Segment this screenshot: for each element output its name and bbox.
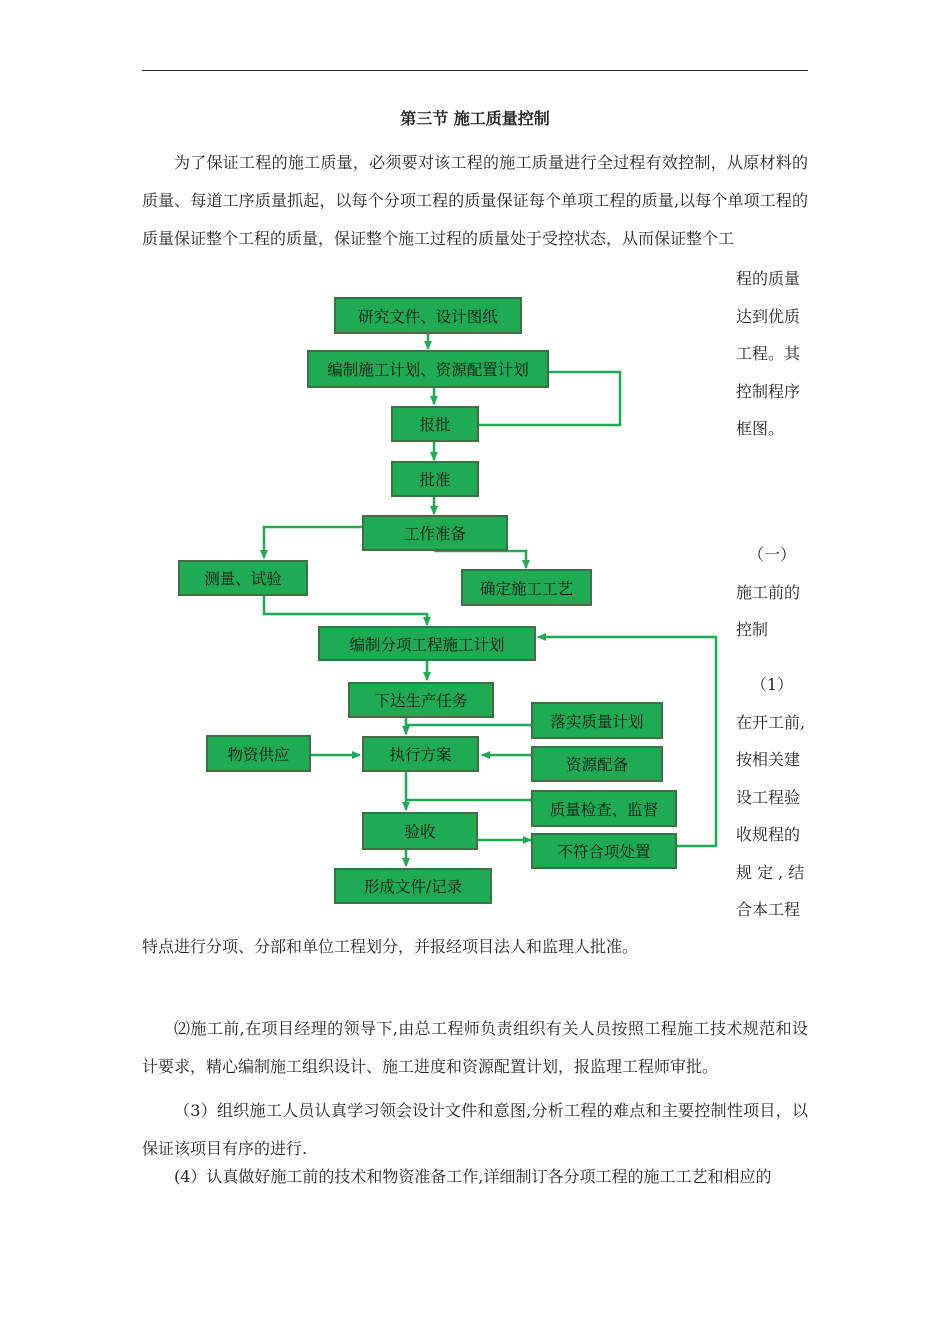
node-study-docs: 研究文件、设计图纸 [334, 297, 522, 334]
item-number: （1） [750, 675, 794, 694]
side-text-line: 框图。 [736, 419, 785, 438]
node-material-supply: 物资供应 [206, 735, 311, 772]
side-text-line: 工程。其 [736, 344, 801, 363]
subsection-heading-line: 控制 [736, 620, 769, 639]
side-text-line: 按相关建 [736, 750, 801, 769]
side-text-line: 设工程验 [736, 787, 801, 807]
side-text-line: 程的质量 [736, 269, 801, 288]
node-approve: 批准 [391, 461, 479, 497]
arrow-survey-to-subplan [264, 596, 427, 625]
side-text-line: 合本工程 [736, 900, 801, 919]
node-plan-compile: 编制施工计划、资源配置计划 [307, 350, 549, 388]
node-issue-task: 下达生产任务 [348, 682, 494, 718]
node-form-docs: 形成文件/记录 [334, 868, 492, 904]
node-determine-process: 确定施工工艺 [461, 569, 592, 606]
side-text-line: 规 定 , 结 [736, 862, 805, 882]
side-text-line: 在开工前, [736, 712, 806, 732]
node-survey-test: 测量、试验 [178, 560, 308, 596]
node-subitem-plan: 编制分项工程施工计划 [318, 626, 536, 661]
node-nonconform: 不符合项处置 [531, 833, 677, 869]
intro-paragraph: 为了保证工程的施工质量，必须要对该工程的施工质量进行全过程有效控制，从原材料的质量、每道工序质量抓起，以每个分项工程的质量保证每个单项工程的质量,以每个单项工程的质量保证整个工程的质量，保证整个施工过程的质量处于受控状态，从而保证整个工 [142, 153, 808, 248]
node-quality-plan: 落实质量计划 [531, 702, 663, 739]
item2-paragraph: ⑵施工前,在项目经理的领导下,由总工程师负责组织有关人员按照工程施工技术规范和设计要求，精心编制施工组织设计、施工进度和资源配置计划，报监理工程师审批。 [142, 1019, 808, 1076]
node-quality-check: 质量检查、监督 [531, 790, 677, 827]
subsection-heading-number: （一） [747, 545, 796, 564]
node-acceptance: 验收 [362, 812, 478, 850]
node-resource-alloc: 资源配备 [531, 746, 663, 782]
item1-continuation: 特点进行分项、分部和单位工程划分，并报经项目法人和监理人批准。 [142, 937, 639, 956]
arrow-prep-to-survey [264, 527, 362, 558]
section-title: 第三节 施工质量控制 [400, 109, 550, 128]
node-work-prep: 工作准备 [362, 515, 508, 551]
node-execute-plan: 执行方案 [362, 736, 479, 772]
side-text-line: 达到优质 [736, 306, 801, 326]
item3-paragraph: （3）组织施工人员认真学习领会设计文件和意图,分析工程的难点和主要控制性项目，以保证该项目有序的进行. [142, 1101, 808, 1158]
node-report: 报批 [391, 406, 479, 442]
arrow-prep-to-process [434, 551, 526, 568]
subsection-heading-line: 施工前的 [736, 582, 801, 602]
item4-paragraph: (4）认真做好施工前的技术和物资准备工作,详细制订各分项工程的施工工艺和相应的 [174, 1167, 772, 1186]
side-text-line: 控制程序 [736, 381, 801, 401]
side-text-line: 收规程的 [736, 825, 801, 844]
